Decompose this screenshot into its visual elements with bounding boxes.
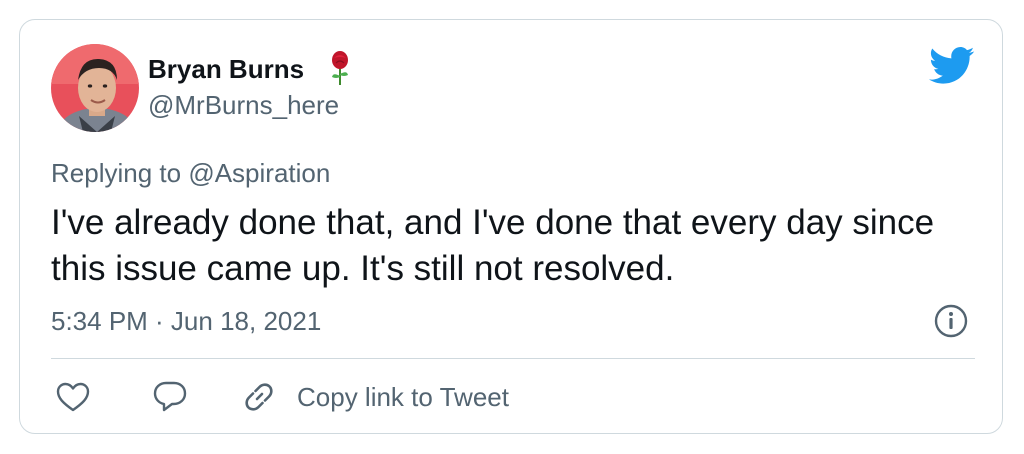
heart-icon[interactable] [54, 378, 92, 416]
twitter-bird-icon[interactable] [929, 46, 975, 86]
rose-icon [327, 50, 353, 86]
replying-to [51, 158, 330, 188]
info-icon[interactable] [934, 304, 968, 338]
divider [51, 358, 975, 359]
reply-bubble-icon[interactable] [151, 378, 189, 416]
display-name[interactable]: Bryan Burns [148, 54, 305, 84]
tweet-text: I've already done that, and I've done that every day since this issue came up. It's still not resolved. [51, 203, 935, 288]
tweet-card[interactable] [19, 19, 1003, 434]
copy-link-button[interactable]: Copy link to Tweet [297, 382, 509, 412]
replying-prefix: Replying to [51, 158, 189, 188]
tweet-timestamp[interactable]: 5:34 PM · Jun 18, 2021 [51, 306, 322, 336]
avatar[interactable] [51, 44, 139, 132]
author-handle[interactable]: @MrBurns_here [148, 90, 340, 120]
link-icon[interactable] [240, 378, 278, 416]
reply-mention-link[interactable]: @Aspiration [188, 158, 331, 188]
